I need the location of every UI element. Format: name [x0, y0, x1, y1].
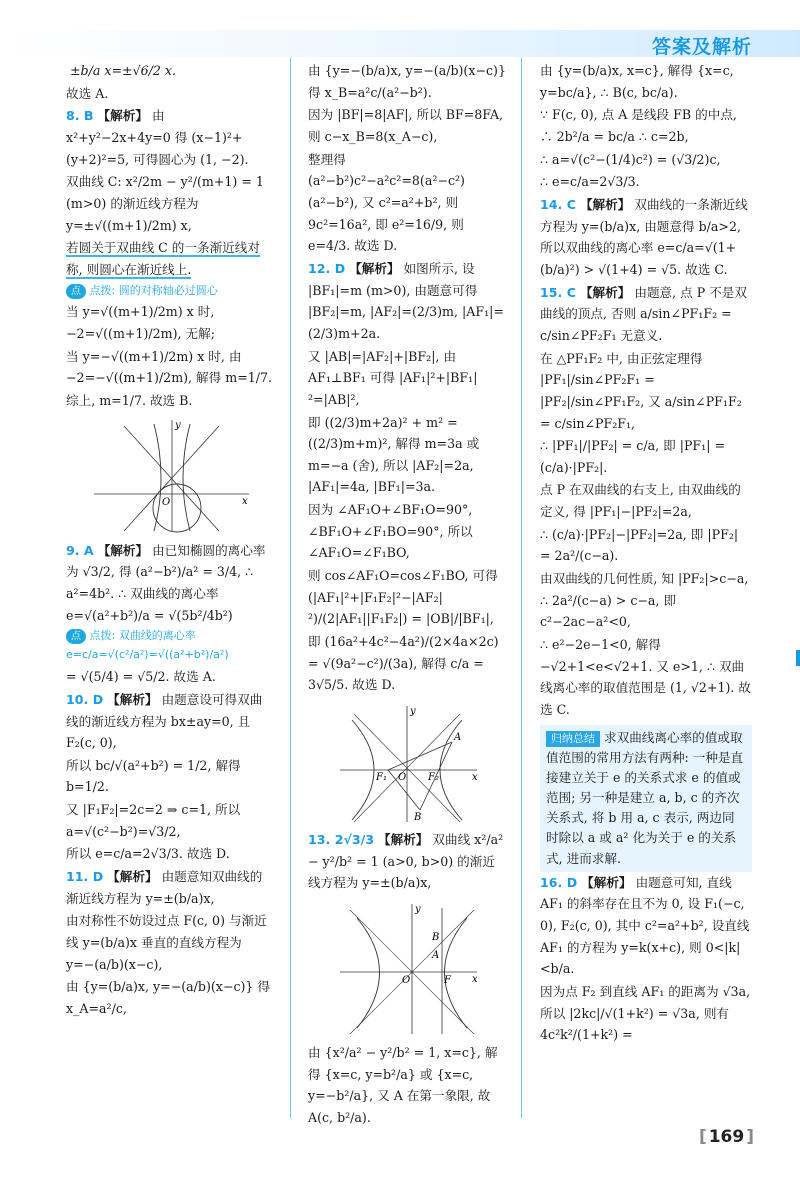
solution-8: [66, 105, 272, 535]
highlighted-text: 若圆关于双曲线 C 的一条渐近线对称, 则圆心在渐近线上.: [66, 240, 260, 277]
figure-q8-hyperbola-circle: [84, 416, 254, 536]
text-line: 由题意知双曲线的渐近线方程为 y=±(b/a)x,: [66, 869, 263, 906]
text-line: 则 cos∠AF₁O=cos∠F₁BO, 可得 (|AF₁|²+|F₁F₂|²−|AF₂|²)/(2|AF₁||F₁F₂|) = |OB|/|BF₁|,: [308, 568, 498, 627]
column-divider-1: [290, 58, 291, 1118]
analysis-tag: 【解析】: [378, 832, 429, 848]
text-line: ∵ F(c, 0), 点 A 是线段 FB 的中点, ∴ 2b²/a = bc/a ∴ c=2b,: [540, 107, 737, 144]
analysis-tag: 【解析】: [581, 874, 632, 890]
point-label: F: [444, 975, 451, 986]
axis-label: x: [242, 495, 248, 507]
solution-10: [66, 689, 272, 865]
text-line: ∴ |PF₁|/|PF₂| = c/a, 即 |PF₁| = (c/a)·|PF₂|.: [540, 438, 726, 475]
page-number: [ 169 ]: [699, 1123, 754, 1152]
text-line: ∴ (c/a)·|PF₂|−|PF₂|=2a, 即 |PF₂| = 2a²/(c−a).: [540, 526, 739, 564]
analysis-tag: 【解析】: [97, 108, 148, 124]
edge-marker: [796, 650, 800, 666]
axis-label: y: [175, 419, 181, 431]
text-line: 因为点 F₂ 到直线 AF₁ 的距离为 √3a, 所以 |2kc|/√(1+k²) = √3a, 则有 4c²k²/(1+k²) =: [540, 983, 751, 1043]
text-line: ∴ e²−2e−1<0, 解得 −√2+1<e<√2+1. 又 e>1, ∴ 双曲线离心率的取值范围是 (1, √2+1). 故选 C.: [540, 637, 751, 718]
tip-icon: 点: [66, 629, 86, 644]
analysis-tag: 【解析】: [107, 691, 158, 707]
point-label: A: [454, 732, 462, 744]
text-line: 综上, m=1/7. 故选 B.: [66, 393, 193, 409]
text-line: 因为 |BF|=8|AF|, 所以 BF=8FA, 则 c−x_B=8(x_A−c),: [308, 107, 504, 144]
text-line: 在 △PF₁F₂ 中, 由正弦定理得 |PF₁|/sin∠PF₂F₁ = |PF₂|/sin∠PF₁F₂, 又 a/sin∠PF₁F₂ = c/sin∠PF₂F₁,: [540, 350, 742, 431]
axis-label: y: [410, 706, 416, 718]
tip-text: 点拨: 双曲线的离心率 e=c/a=√(c²/a²)=√((a²+b²)/a²): [66, 629, 229, 662]
text-line: 由已知椭圆的离心率为 √3/2, 得 (a²−b²)/a² = 3/4, ∴ a²=4b². ∴ 双曲线的离心率 e=√(a²+b²)/a = √(5b²/4b²): [66, 542, 266, 623]
text-line: = √(5/4) = √5/2. 故选 A.: [66, 669, 216, 685]
solution-15: [540, 282, 752, 721]
tip-icon: 点: [66, 284, 86, 299]
column-1: [66, 60, 272, 1021]
question-number: 11. D: [66, 869, 104, 885]
solution-16: [540, 872, 752, 1046]
page-section-title: 答案及解析: [651, 36, 752, 58]
text-line: 由 x²+y²−2x+4y=0 得 (x−1)²+(y+2)²=5, 可得圆心为 (1, −2).: [66, 108, 249, 167]
text-line: 双曲线 x²/a² − y²/b² = 1 (a>0, b>0) 的渐近线方程为 y=±(b/a)x,: [308, 832, 504, 891]
text-line: 所以 bc/√(a²+b²) = 1/2, 解得 b=1/2.: [66, 757, 241, 795]
text-line: 由题意可知, 直线 AF₁ 的斜率存在且不为 0, 设 F₁(−c, 0), F₂(c, 0), 其中 c²=a²+b², 设直线 AF₁ 的方程为 y=k(x+c), 则 0<|k|<b/a.: [540, 874, 750, 977]
text-line: ±b/a x=±√6/2 x.: [70, 63, 176, 78]
origin-label: O: [402, 975, 411, 986]
text-line: 点 P 在双曲线的右支上, 由双曲线的定义, 得 |PF₁|−|PF₂|=2a,: [540, 482, 741, 520]
text-line: ∴ a=√(c²−(1/4)c²) = (√3/2)c,: [540, 151, 721, 167]
point-label: B: [432, 932, 440, 943]
solution-12: [308, 258, 506, 825]
column-3: [540, 60, 752, 1047]
text-line: 由对称性不妨设过点 F(c, 0) 与渐近线 y=(b/a)x 垂直的直线方程为 y=−(a/b)(x−c),: [66, 913, 267, 972]
text-line: 由题意设可得双曲线的渐近线方程为 bx±ay=0, 且 F₂(c, 0),: [66, 691, 263, 751]
text-line: 整理得 (a²−b²)c²−a²c²=8(a²−c²)(a²−b²), 又 c²=a²+b², 则 9c²=16a², 即 e²=16/9, 则 e=4/3. 故选 D.: [308, 151, 465, 254]
solution-14: [540, 194, 752, 281]
origin-label: O: [162, 496, 171, 508]
text-line: 由 {y=−(b/a)x, y=−(a/b)(x−c)} 得 x_B=a²c/(a²−b²).: [308, 63, 506, 100]
column-divider-2: [521, 58, 522, 1118]
solution-11: [66, 866, 272, 1020]
text-line: 因为 ∠AF₁O+∠BF₁O=90°, ∠BF₁O+∠F₁BO=90°, 所以 ∠AF₁O=∠F₁BO,: [308, 502, 473, 561]
axis-label: y: [415, 904, 421, 915]
analysis-tag: 【解析】: [97, 542, 149, 558]
summary-box: [540, 725, 752, 872]
text-line: 故选 A.: [66, 85, 109, 101]
text-line: 又 |AB|=|AF₂|+|BF₂|, 由 AF₁⊥BF₁ 可得 |AF₁|²+|BF₁|²=|AB|²,: [308, 348, 478, 407]
text-line: 即 ((2/3)m+2a)² + m² = ((2/3)m+m)², 解得 m=3a 或 m=−a (舍), 所以 |AF₂|=2a, |AF₁|=4a, |BF₁|=3a.: [308, 414, 480, 495]
axis-label: x: [472, 772, 478, 784]
figure-q12-hyperbola: [332, 700, 482, 825]
question-number: 15. C: [540, 284, 576, 300]
summary-tag: 归纳总结: [546, 731, 600, 747]
point-label: F₂: [428, 772, 439, 784]
point-label: B: [414, 812, 422, 824]
text-line: 由 {y=(b/a)x, y=−(a/b)(x−c)} 得 x_A=a²/c,: [66, 979, 271, 1017]
question-number: 16. D: [540, 874, 578, 890]
origin-label: O: [398, 772, 407, 784]
text-line: 由双曲线的几何性质, 知 |PF₂|>c−a, ∴ 2a²/(c−a) > c−a, 即 c²−2ac−a²<0,: [540, 571, 749, 630]
question-number: 10. D: [66, 691, 104, 707]
analysis-tag: 【解析】: [107, 869, 158, 885]
figure-q13-hyperbola: [332, 898, 482, 1038]
question-number: 13. 2√3/3: [308, 832, 374, 848]
analysis-tag: 【解析】: [579, 284, 631, 300]
tip-text: 点拨: 圆的对称轴必过圆心: [89, 283, 218, 297]
question-number: 9. A: [66, 542, 94, 558]
text-line: 双曲线 C: x²/2m − y²/(m+1) = 1 (m>0) 的渐近线方程为 y=±√((m+1)/2m) x,: [66, 174, 264, 233]
summary-text: 求双曲线离心率的值或取值范围的常用方法有两种: 一种是直接建立关于 e 的关系式求 e 的值或范围; 另一种是建立 a, b, c 的齐次关系式, 将 b 用 a, c 表示, 两边同时除以 a 或 a² 化为关于 e 的关系式, 进而求解.: [546, 729, 744, 866]
text-line: 当 y=√((m+1)/2m) x 时, −2=√((m+1)/2m), 无解;: [66, 304, 215, 342]
analysis-tag: 【解析】: [579, 196, 631, 212]
text-line: 由 {x²/a² − y²/b² = 1, x=c}, 解得 {x=c, y=b²/a} 或 {x=c, y=−b²/a}, 又 A 在第一象限, 故 A(c, b²/a).: [308, 1045, 498, 1125]
axis-label: x: [472, 974, 478, 985]
analysis-tag: 【解析】: [349, 260, 400, 276]
solution-9: [66, 540, 272, 688]
solution-13: [308, 829, 506, 1129]
text-line: 由 {y=(b/a)x, x=c}, 解得 {x=c, y=bc/a}, ∴ B(c, bc/a).: [540, 63, 734, 100]
point-label: A: [432, 950, 440, 961]
text-line: 又 |F₁F₂|=2c=2 ⇒ c=1, 所以 a=√(c²−b²)=√3/2,: [66, 802, 241, 839]
text-line: ∴ e=c/a=2√3/3.: [540, 174, 640, 190]
text-line: 即 (16a²+4c²−4a²)/(2×4a×2c) = √(9a²−c²)/(3a), 解得 c/a = 3√5/5. 故选 D.: [308, 634, 499, 693]
point-label: F₁: [376, 772, 387, 784]
question-number: 12. D: [308, 260, 346, 276]
question-number: 14. C: [540, 196, 576, 212]
text-line: 所以 e=c/a=2√3/3. 故选 D.: [66, 846, 230, 862]
question-number: 8. B: [66, 108, 94, 124]
text-line: 如图所示, 设 |BF₁|=m (m>0), 由题意可得 |BF₂|=m, |AF₂|=(2/3)m, |AF₁|=(2/3)m+2a.: [308, 260, 504, 341]
text-line: 由题意, 点 P 不是双曲线的顶点, 否则 a/sin∠PF₁F₂ = c/sin∠PF₂F₁ 无意义.: [540, 284, 747, 343]
column-2: [308, 60, 506, 1130]
text-line: 双曲线的一条渐近线方程为 y=(b/a)x, 由题意得 b/a>2, 所以双曲线的离心率 e=c/a=√(1+(b/a)²) > √(1+4) = √5. 故选 C.: [540, 196, 748, 277]
text-line: 当 y=−√((m+1)/2m) x 时, 由 −2=−√((m+1)/2m), 解得 m=1/7.: [66, 348, 273, 386]
